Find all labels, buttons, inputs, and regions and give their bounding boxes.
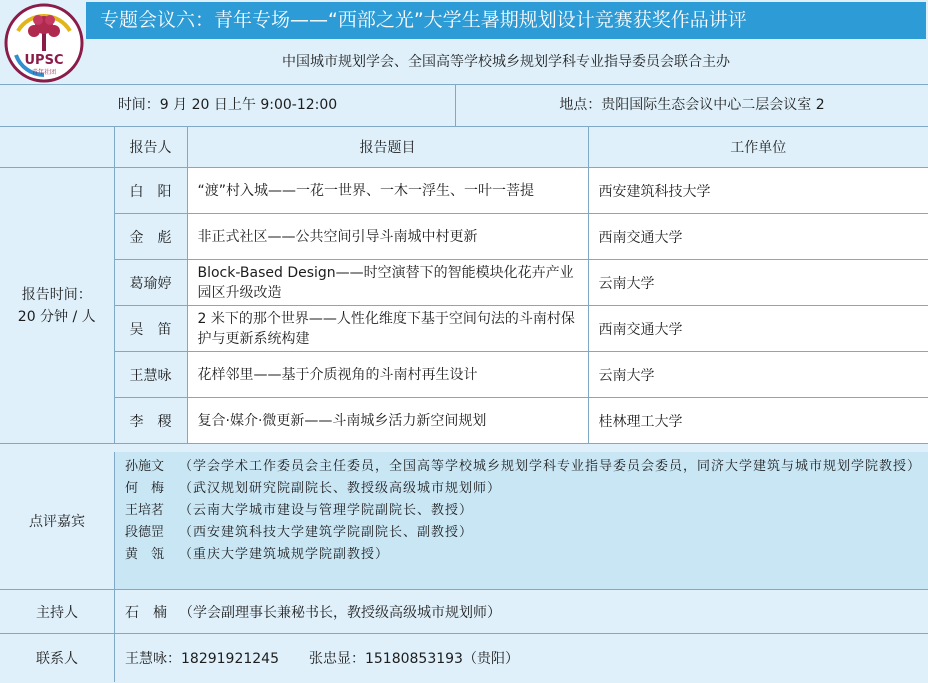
report-topic: 复合·媒介·微更新——斗南城乡活力新空间规划 [187, 398, 588, 444]
host-title: （学会副理事长兼秘书长，教授级高级城市规划师） [179, 604, 501, 621]
report-topic: 非正式社区——公共空间引导斗南城中村更新 [187, 214, 588, 260]
duration-line-2: 20 分钟 / 人 [17, 308, 96, 325]
reviewer-name: 黄 瓴 [125, 547, 165, 562]
report-topic: “渡”村入城——一花一世界、一木一浮生、一叶一菩提 [187, 168, 588, 214]
reviewer-title: （武汉规划研究院副院长、教授级高级城市规划师） [179, 481, 502, 496]
reviewers-list [115, 452, 928, 589]
list-item [125, 522, 920, 543]
speaker-name: 葛瑜婷 [114, 260, 187, 306]
host-name: 石 楠 [125, 604, 167, 621]
report-topic: Block-Based Design——时空演替下的智能模块化花卉产业园区升级改造 [187, 260, 588, 306]
report-topic: 花样邻里——基于介质视角的斗南村再生设计 [187, 352, 588, 398]
organizer-text: 中国城市规划学会、全国高等学校城乡规划学科专业指导委员会联合主办 [282, 54, 730, 70]
logo-subtext: 青年社团 [31, 69, 57, 76]
list-item [125, 500, 920, 521]
list-item [125, 456, 920, 477]
time-location-row [0, 85, 928, 127]
report-topic: 2 米下的那个世界——人性化维度下基于空间句法的斗南村保护与更新系统构建 [187, 306, 588, 352]
contact-person-1: 王慧咏：18291921245 [125, 651, 279, 667]
contact-section [0, 634, 928, 682]
reviewer-name: 何 梅 [125, 481, 165, 496]
list-item [125, 544, 920, 565]
upsc-logo [4, 3, 84, 83]
list-item [125, 478, 920, 499]
host-info [115, 590, 928, 633]
table-row [0, 352, 928, 398]
speaker-name: 白 阳 [114, 168, 187, 214]
table-row [0, 398, 928, 444]
table-header-blank [0, 127, 114, 168]
table-row [0, 306, 928, 352]
table-row [0, 260, 928, 306]
host-section [0, 590, 928, 634]
table-row [0, 214, 928, 260]
speaker-unit: 云南大学 [588, 352, 928, 398]
duration-line-1: 报告时间： [21, 286, 92, 303]
reviewer-name: 段德罡 [125, 525, 165, 540]
speaker-name: 吴 笛 [114, 306, 187, 352]
contact-info [115, 634, 928, 682]
header [0, 0, 928, 85]
reviewer-title: （云南大学城市建设与管理学院副院长、教授） [179, 503, 474, 518]
header-speaker: 报告人 [114, 127, 187, 168]
page-title: 专题会议六：青年专场——“西部之光”大学生暑期规划设计竞赛获奖作品讲评 [86, 2, 926, 39]
session-location: 地点：贵阳国际生态会议中心二层会议室 2 [559, 97, 825, 113]
contact-label: 联系人 [36, 651, 78, 667]
speaker-unit: 西南交通大学 [588, 306, 928, 352]
report-duration-label [0, 168, 114, 444]
host-label: 主持人 [36, 604, 78, 621]
session-time: 时间：9 月 20 日上午 9:00-12:00 [117, 97, 338, 113]
speaker-unit: 西南交通大学 [588, 214, 928, 260]
speaker-name: 王慧咏 [114, 352, 187, 398]
presentation-table [0, 126, 928, 444]
reviewer-name: 孙施文 [125, 459, 165, 474]
reviewer-title: （西安建筑科技大学建筑学院副院长、副教授） [179, 525, 474, 540]
reviewer-name: 王培茗 [125, 503, 165, 518]
speaker-name: 金 彪 [114, 214, 187, 260]
contact-person-2: 张忠显：15180853193（贵阳） [308, 651, 519, 667]
header-unit: 工作单位 [588, 127, 928, 168]
speaker-name: 李 稷 [114, 398, 187, 444]
header-topic: 报告题目 [187, 127, 588, 168]
logo-text: UPSC [24, 53, 64, 68]
table-row [0, 168, 928, 214]
reviewer-title: （重庆大学建筑城规学院副教授） [179, 547, 390, 562]
speaker-unit: 云南大学 [588, 260, 928, 306]
reviewers-label: 点评嘉宾 [29, 513, 85, 530]
speaker-unit: 西安建筑科技大学 [588, 168, 928, 214]
reviewer-title: （学会学术工作委员会主任委员，全国高等学校城乡规划学科专业指导委员会委员，同济大学建筑与城市规划学院教授） [179, 459, 922, 474]
reviewers-section [0, 452, 928, 590]
table-header-row [0, 127, 928, 168]
speaker-unit: 桂林理工大学 [588, 398, 928, 444]
